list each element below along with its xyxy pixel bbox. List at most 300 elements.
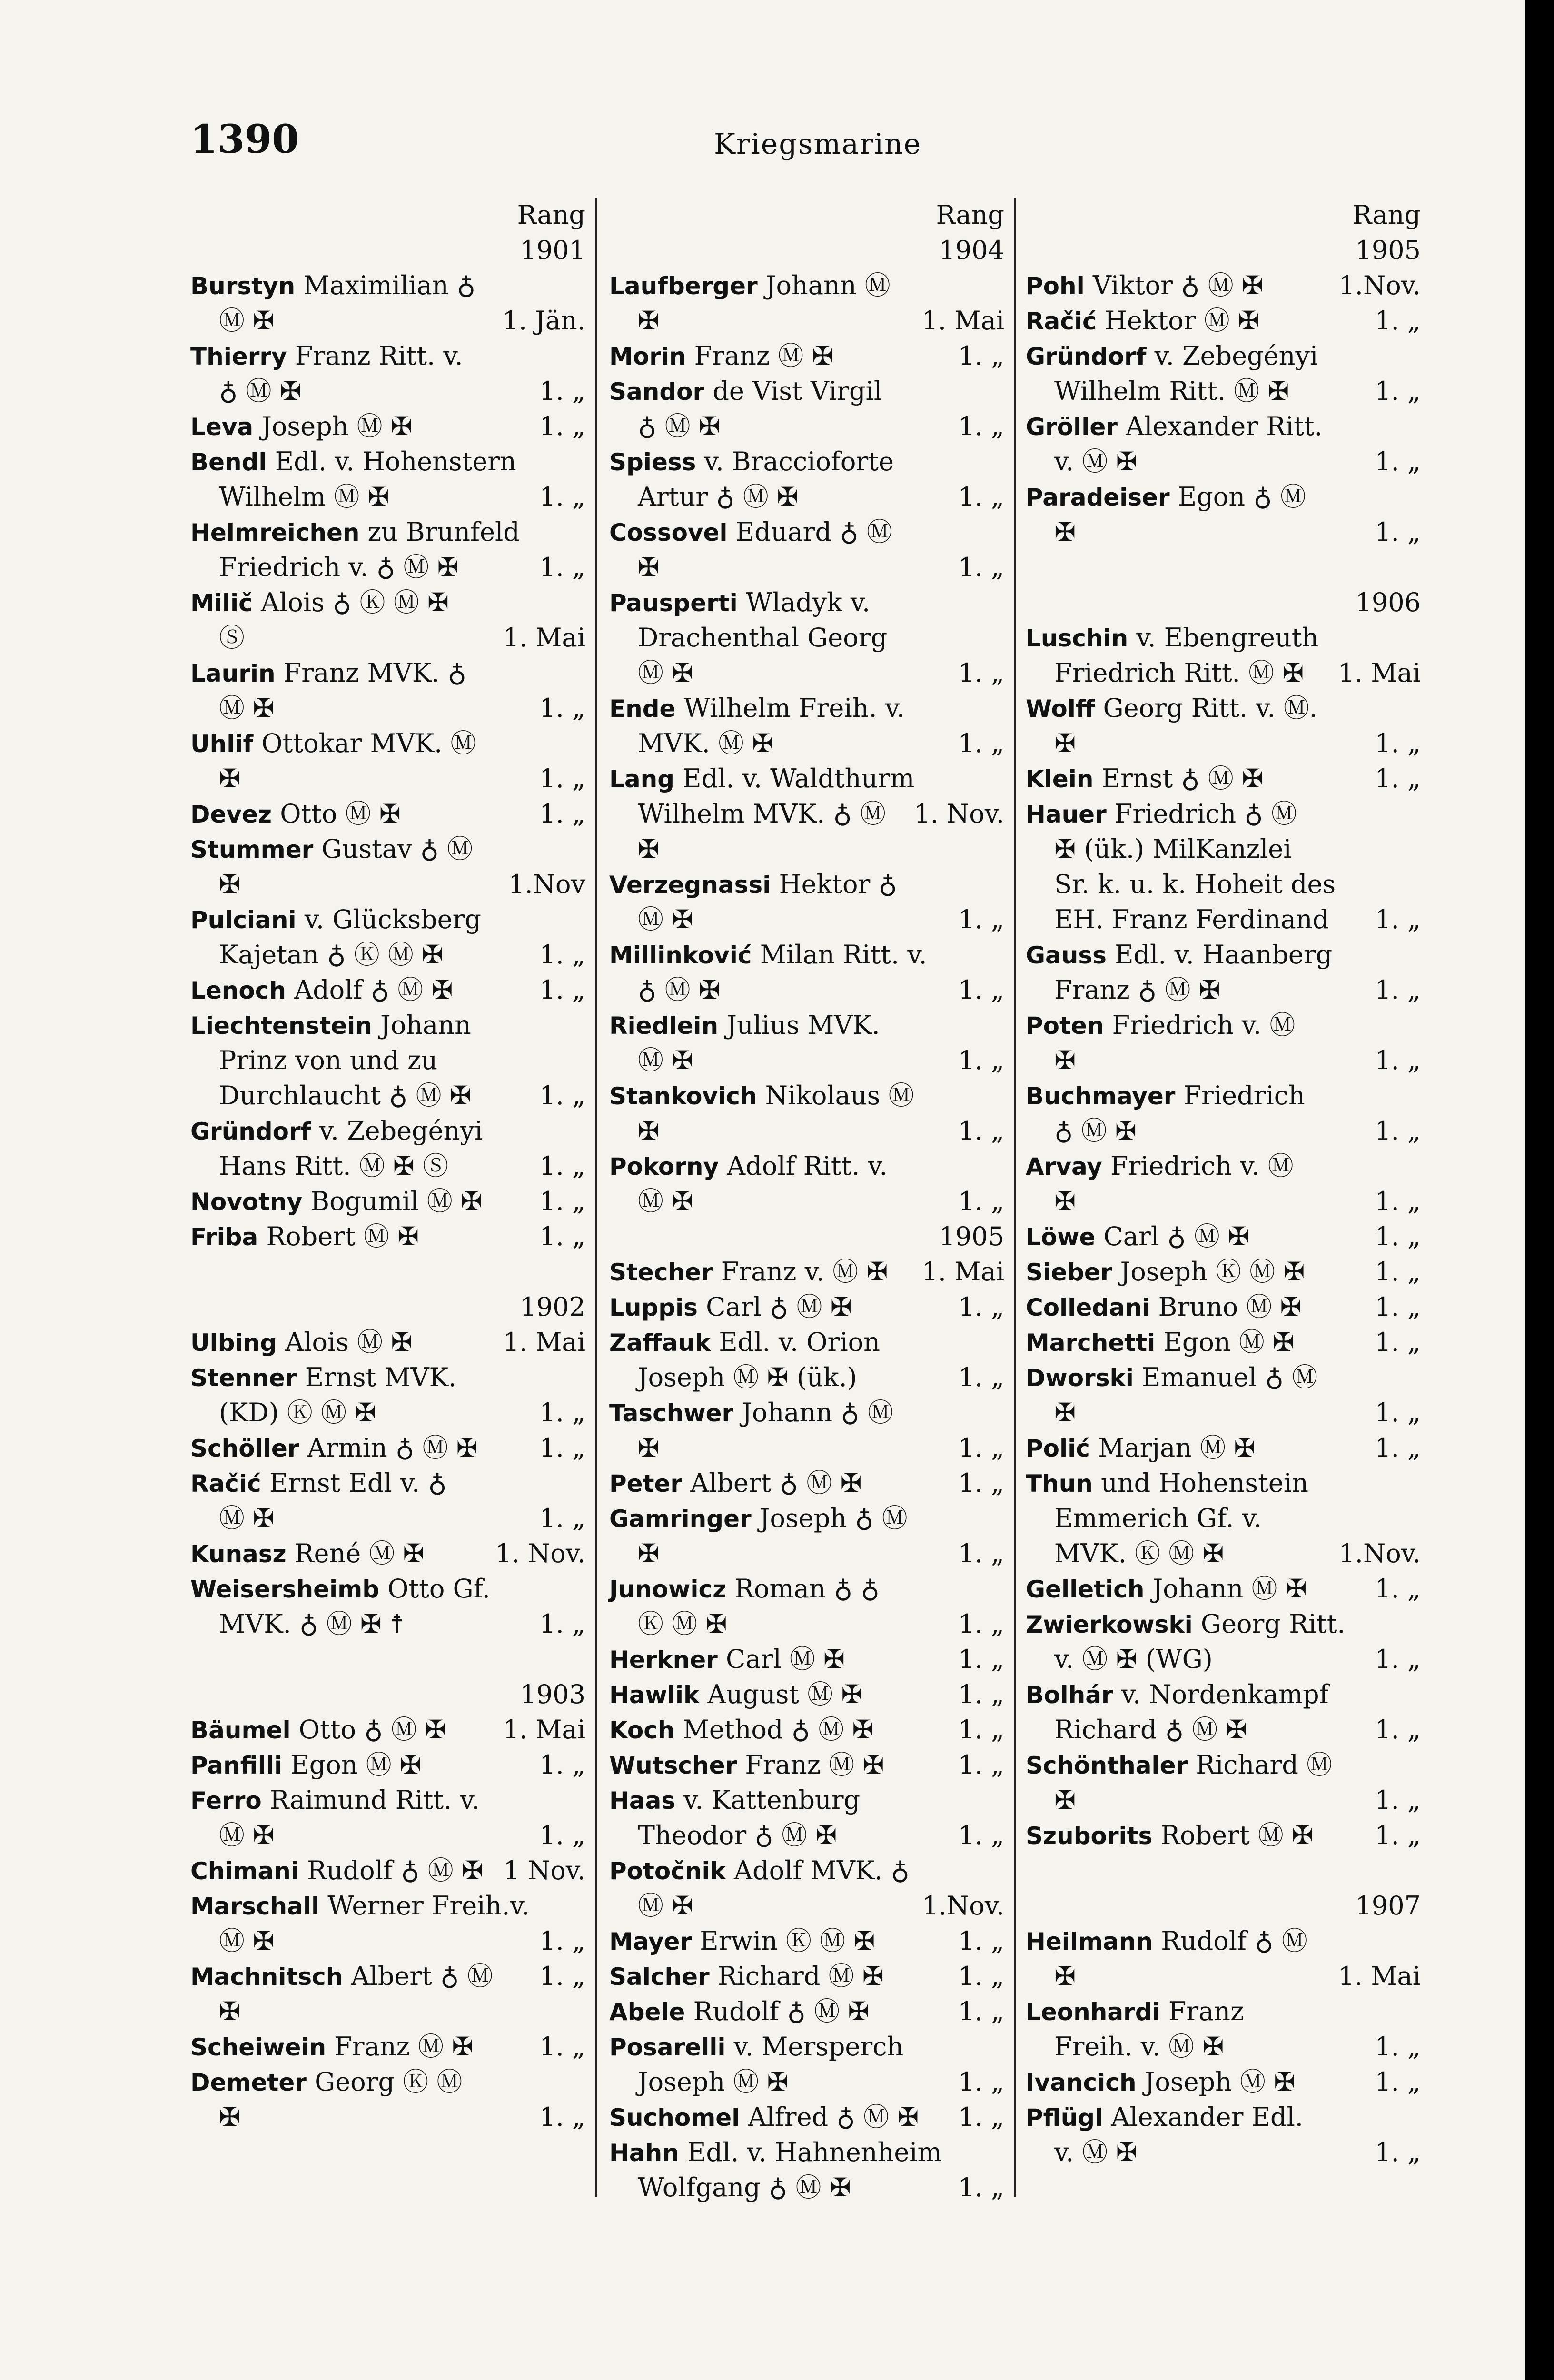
list-item — [1026, 1712, 1421, 1747]
entry-text: Wilhelm Ⓜ ✠ — [219, 482, 389, 512]
rang-date: 1. „ — [958, 411, 1004, 441]
entry-text: Friba Robert Ⓜ ✠ — [190, 1221, 419, 1251]
rang-date: 1. „ — [1375, 1257, 1421, 1287]
entry-text: Heilmann Rudolf ♁ Ⓜ — [1026, 1926, 1307, 1956]
list-item — [609, 1395, 1004, 1430]
list-item — [609, 655, 1004, 691]
list-item — [190, 1501, 585, 1536]
list-item — [1026, 1924, 1421, 1959]
list-item — [609, 1853, 1004, 1888]
list-item — [190, 2100, 585, 2135]
list-item — [1026, 867, 1421, 902]
list-item — [609, 303, 1004, 338]
entry-text: Wolfgang ♁ Ⓜ ✠ — [638, 2172, 851, 2202]
list-item — [190, 761, 585, 796]
list-item — [609, 338, 1004, 374]
rang-date: 1. „ — [539, 1186, 585, 1216]
list-item — [1026, 2135, 1421, 2170]
rang-date: 1. Mai — [503, 1327, 585, 1357]
list-item — [1026, 1818, 1421, 1853]
entry-text: Franz ♁ Ⓜ ✠ — [1054, 975, 1220, 1005]
entry-text: Machnitsch Albert ♁ Ⓜ — [190, 1961, 493, 1991]
list-item — [1026, 1466, 1421, 1501]
entry-text: Gauss Edl. v. Haanberg — [1026, 940, 1333, 970]
list-item — [609, 761, 1004, 796]
list-item — [609, 374, 1004, 409]
column-heading — [190, 1677, 585, 1712]
list-item — [190, 1747, 585, 1783]
entry-text: Ulbing Alois Ⓜ ✠ — [190, 1327, 413, 1357]
entry-text: Friedrich v. ♁ Ⓜ ✠ — [219, 552, 459, 582]
list-item — [190, 867, 585, 902]
entry-text: Hahn Edl. v. Hahnenheim — [609, 2137, 942, 2167]
entry-text: Abele Rudolf ♁ Ⓜ ✠ — [609, 1996, 870, 2026]
list-item — [609, 937, 1004, 972]
rang-date: 1. „ — [539, 1221, 585, 1251]
rang-date: 1. „ — [958, 1362, 1004, 1392]
entry-text: ✠ — [1054, 728, 1076, 758]
entry-text: Ⓜ ✠ — [638, 1891, 693, 1921]
rang-date: 1. „ — [1375, 728, 1421, 758]
rang-date: 1. „ — [958, 1750, 1004, 1780]
entry-text: Panfilli Egon Ⓜ ✠ — [190, 1750, 422, 1780]
rang-date: 1. „ — [1375, 1292, 1421, 1322]
entry-text: Pflügl Alexander Edl. — [1026, 2102, 1303, 2132]
entry-text: 1905 — [1355, 235, 1421, 265]
rang-date: 1. „ — [539, 1609, 585, 1639]
entry-text: Novotny Bogumil Ⓜ ✠ — [190, 1186, 483, 1216]
rang-date: 1. „ — [958, 1468, 1004, 1498]
list-item — [190, 1219, 585, 1254]
rang-date: 1. Mai — [921, 306, 1004, 336]
list-item — [609, 902, 1004, 937]
rang-date: 1. „ — [539, 552, 585, 582]
list-item — [190, 2064, 585, 2100]
rang-date: 1. „ — [958, 1644, 1004, 1674]
list-item — [1026, 1078, 1421, 1113]
list-item — [190, 515, 585, 550]
list-item — [190, 1395, 585, 1430]
list-item — [1026, 1959, 1421, 1994]
list-item — [609, 585, 1004, 620]
list-item — [609, 515, 1004, 550]
list-item — [1026, 2064, 1421, 2100]
entry-text: Laufberger Johann Ⓜ — [609, 270, 891, 300]
entry-text: Drachenthal Georg — [638, 623, 888, 653]
list-item — [190, 1924, 585, 1959]
entry-text: Hawlik August Ⓜ ✠ — [609, 1679, 863, 1709]
entry-text: EH. Franz Ferdinand — [1054, 904, 1329, 934]
entry-text: Helmreichen zu Brunfeld — [190, 517, 520, 547]
entry-text: ♁ Ⓜ ✠ — [1054, 1116, 1137, 1146]
entry-text: Rang — [517, 200, 585, 230]
list-item — [1026, 1571, 1421, 1606]
rang-date: 1.Nov. — [922, 1891, 1004, 1921]
list-item — [1026, 1783, 1421, 1818]
entry-text: ✠ — [1054, 1398, 1076, 1428]
entry-text: Lenoch Adolf ♁ Ⓜ ✠ — [190, 975, 453, 1005]
entry-text: Ⓜ ✠ — [219, 1820, 275, 1850]
rang-date: 1. „ — [958, 1116, 1004, 1146]
list-item — [609, 1642, 1004, 1677]
list-item — [190, 1430, 585, 1466]
page-number: 1390 — [190, 117, 299, 162]
list-item — [609, 1712, 1004, 1747]
rang-date: 1. „ — [1375, 1785, 1421, 1815]
rang-date: 1. „ — [958, 2102, 1004, 2132]
entry-text: Račić Ernst Edl v. ♁ — [190, 1468, 447, 1498]
entry-text: 1906 — [1355, 587, 1421, 617]
list-item — [1026, 972, 1421, 1008]
column-heading — [609, 233, 1004, 268]
entry-text: Millinković Milan Ritt. v. — [609, 940, 927, 970]
entry-text: ✠ — [219, 764, 241, 793]
entry-text: ✠ — [638, 1538, 660, 1568]
entry-text: Mayer Erwin Ⓚ Ⓜ ✠ — [609, 1926, 875, 1956]
entry-text: Dworski Emanuel ♁ Ⓜ — [1026, 1362, 1318, 1392]
list-item — [190, 303, 585, 338]
entry-text: Richard ♁ Ⓜ ✠ — [1054, 1715, 1247, 1745]
column-heading — [190, 233, 585, 268]
list-item — [609, 444, 1004, 479]
entry-text: Morin Franz Ⓜ ✠ — [609, 341, 833, 371]
list-item — [190, 1783, 585, 1818]
entry-text: Weisersheimb Otto Gf. — [190, 1574, 490, 1604]
entry-text: Wutscher Franz Ⓜ ✠ — [609, 1750, 884, 1780]
rang-date: 1. „ — [1375, 517, 1421, 547]
list-item — [609, 1043, 1004, 1078]
entry-text: Arvay Friedrich v. Ⓜ — [1026, 1151, 1294, 1181]
entry-text: ✠ — [638, 1116, 660, 1146]
entry-text: ✠ — [638, 834, 660, 864]
entry-text: Zwierkowski Georg Ritt. — [1026, 1609, 1346, 1639]
entry-text: Prinz von und zu — [219, 1045, 438, 1075]
entry-text: ♁ Ⓜ ✠ — [219, 376, 302, 406]
entry-text: Freih. v. Ⓜ ✠ — [1054, 2032, 1224, 2062]
rang-date: 1. „ — [539, 1433, 585, 1463]
list-item — [1026, 1994, 1421, 2029]
list-item — [1026, 1430, 1421, 1466]
rang-date: 1. „ — [1375, 306, 1421, 336]
list-item — [190, 1818, 585, 1853]
rang-date: 1. „ — [958, 1820, 1004, 1850]
list-item — [1026, 338, 1421, 374]
entry-text: Theodor ♁ Ⓜ ✠ — [638, 1820, 837, 1850]
entry-text: ✠ — [219, 1996, 241, 2026]
entry-text: Bolhár v. Nordenkampf — [1026, 1679, 1329, 1709]
list-item — [609, 796, 1004, 832]
entry-text: Thierry Franz Ritt. v. — [190, 341, 463, 371]
entry-text: Demeter Georg Ⓚ Ⓜ — [190, 2067, 463, 2097]
entry-text: ✠ — [1054, 1785, 1076, 1815]
list-item — [609, 972, 1004, 1008]
rang-date: 1. „ — [539, 2102, 585, 2132]
list-item — [1026, 1325, 1421, 1360]
list-item — [609, 1677, 1004, 1712]
list-item — [190, 550, 585, 585]
entry-text: Suchomel Alfred ♁ Ⓜ ✠ — [609, 2102, 919, 2132]
entry-text: Joseph Ⓜ ✠ (ük.) — [638, 1362, 857, 1392]
rang-date: 1. „ — [1375, 2032, 1421, 2062]
entry-text: Spiess v. Braccioforte — [609, 446, 894, 476]
list-item — [609, 1888, 1004, 1924]
rang-date: 1. „ — [958, 1292, 1004, 1322]
list-item — [190, 1149, 585, 1184]
rang-date: 1. „ — [1375, 1398, 1421, 1428]
entry-text: Uhlif Ottokar MVK. Ⓜ — [190, 728, 476, 758]
rang-date: 1. „ — [958, 904, 1004, 934]
list-item — [190, 444, 585, 479]
list-item — [609, 1466, 1004, 1501]
entry-text: Taschwer Johann ♁ Ⓜ — [609, 1398, 893, 1428]
list-item — [609, 2135, 1004, 2170]
list-item — [1026, 796, 1421, 832]
rang-date: 1. Nov. — [914, 799, 1004, 829]
column-heading — [609, 198, 1004, 233]
column-heading — [190, 198, 585, 233]
list-item — [609, 1008, 1004, 1043]
spacer — [1026, 550, 1421, 585]
rang-date: 1. Mai — [1338, 658, 1421, 688]
entry-text: Ⓜ ✠ — [219, 306, 275, 336]
entry-text: Schönthaler Richard Ⓜ — [1026, 1750, 1332, 1780]
entry-text: v. Ⓜ ✠ (WG) — [1054, 1644, 1213, 1674]
column-heading — [1026, 585, 1421, 620]
rang-date: 1. „ — [958, 552, 1004, 582]
list-item — [609, 1571, 1004, 1606]
list-item — [190, 1325, 585, 1360]
entry-text: ✠ — [1054, 1186, 1076, 1216]
list-item — [190, 620, 585, 655]
entry-text: Laurin Franz MVK. ♁ — [190, 658, 467, 688]
entry-text: Pulciani v. Glücksberg — [190, 904, 482, 934]
entry-text: Bendl Edl. v. Hohenstern — [190, 446, 516, 476]
list-item — [609, 1536, 1004, 1571]
entry-text: Ferro Raimund Ritt. v. — [190, 1785, 480, 1815]
entry-text: ♁ Ⓜ ✠ — [638, 975, 721, 1005]
list-item — [1026, 444, 1421, 479]
list-item — [1026, 1360, 1421, 1395]
list-item — [190, 1712, 585, 1747]
rang-date: 1. „ — [539, 799, 585, 829]
spacer — [190, 1642, 585, 1677]
list-item — [1026, 1184, 1421, 1219]
entry-text: Paradeiser Egon ♁ Ⓜ — [1026, 482, 1306, 512]
entry-text: Salcher Richard Ⓜ ✠ — [609, 1961, 884, 1991]
entry-text: Devez Otto Ⓜ ✠ — [190, 799, 401, 829]
entry-text: Szuborits Robert Ⓜ ✠ — [1026, 1820, 1314, 1850]
entry-text: Schöller Armin ♁ Ⓜ ✠ — [190, 1433, 478, 1463]
entry-text: Friedrich Ritt. Ⓜ ✠ — [1054, 658, 1304, 688]
list-item — [609, 1430, 1004, 1466]
rang-date: 1. „ — [958, 2067, 1004, 2097]
scan-edge — [1525, 0, 1554, 2380]
rang-date: 1. „ — [958, 2172, 1004, 2202]
entry-text: Joseph Ⓜ ✠ — [638, 2067, 789, 2097]
rang-date: 1. „ — [539, 975, 585, 1005]
rang-date: 1. „ — [958, 1679, 1004, 1709]
entry-text: Milič Alois ♁ Ⓚ Ⓜ ✠ — [190, 587, 449, 617]
rang-date: 1.Nov. — [1338, 270, 1421, 300]
entry-text: Marschall Werner Freih.v. — [190, 1891, 530, 1921]
entry-text: Wolff Georg Ritt. v. Ⓜ. — [1026, 693, 1317, 723]
column-heading — [609, 1219, 1004, 1254]
list-item — [1026, 2029, 1421, 2064]
column-divider — [1014, 198, 1016, 2197]
list-item — [190, 1571, 585, 1606]
list-item — [1026, 303, 1421, 338]
list-item — [609, 1501, 1004, 1536]
column-divider — [595, 198, 597, 2197]
entry-text: MVK. Ⓚ Ⓜ ✠ — [1054, 1538, 1224, 1568]
entry-text: ♁ Ⓜ ✠ — [638, 411, 721, 441]
rang-date: 1. Jän. — [502, 306, 585, 336]
rang-date: 1.Nov. — [1338, 1538, 1421, 1568]
list-item — [1026, 726, 1421, 761]
rang-date: 1. „ — [958, 1926, 1004, 1956]
list-item — [190, 1184, 585, 1219]
rang-date: 1. „ — [1375, 376, 1421, 406]
column-heading — [1026, 198, 1421, 233]
entry-text: Rang — [1352, 200, 1421, 230]
list-item — [1026, 479, 1421, 515]
entry-text: ✠ (ük.) MilKanzlei — [1054, 834, 1292, 864]
entry-text: Gelletich Johann Ⓜ ✠ — [1026, 1574, 1307, 1604]
rang-date: 1. „ — [1375, 1820, 1421, 1850]
entry-text: Scheiwein Franz Ⓜ ✠ — [190, 2032, 474, 2062]
list-item — [1026, 1254, 1421, 1289]
entry-text: (KD) Ⓚ Ⓜ ✠ — [219, 1398, 376, 1428]
entry-text: Pohl Viktor ♁ Ⓜ ✠ — [1026, 270, 1264, 300]
rang-date: 1. „ — [539, 376, 585, 406]
entry-text: Bäumel Otto ♁ Ⓜ ✠ — [190, 1715, 447, 1745]
list-item — [609, 550, 1004, 585]
list-item — [609, 1959, 1004, 1994]
entry-text: Marchetti Egon Ⓜ ✠ — [1026, 1327, 1295, 1357]
entry-text: MVK. Ⓜ ✠ — [638, 728, 774, 758]
rang-date: 1. „ — [1375, 1116, 1421, 1146]
list-item — [1026, 1113, 1421, 1149]
entry-text: ✠ — [1054, 1961, 1076, 1991]
entry-text: Leva Joseph Ⓜ ✠ — [190, 411, 413, 441]
list-item — [1026, 268, 1421, 303]
entry-text: Ⓜ ✠ — [638, 904, 693, 934]
list-item — [190, 726, 585, 761]
list-item — [1026, 761, 1421, 796]
list-item — [1026, 374, 1421, 409]
entry-text: Sr. k. u. k. Hoheit des — [1054, 869, 1336, 899]
list-item — [1026, 1642, 1421, 1677]
entry-text: Ⓢ — [219, 623, 245, 653]
rang-date: 1. „ — [539, 693, 585, 723]
entry-text: ✠ — [638, 306, 660, 336]
rang-date: 1. „ — [539, 1398, 585, 1428]
entry-text: Buchmayer Friedrich — [1026, 1081, 1305, 1111]
rang-date: 1. „ — [1375, 1644, 1421, 1674]
list-item — [190, 585, 585, 620]
entry-text: Herkner Carl Ⓜ ✠ — [609, 1644, 845, 1674]
list-item — [609, 1747, 1004, 1783]
rang-date: 1. „ — [958, 482, 1004, 512]
rang-date: 1. Mai — [503, 623, 585, 653]
entry-text: Thun und Hohenstein — [1026, 1468, 1308, 1498]
list-item — [190, 796, 585, 832]
entry-text: Posarelli v. Mersperch — [609, 2032, 904, 2062]
rang-date: 1.Nov — [508, 869, 585, 899]
entry-text: Wilhelm MVK. ♁ Ⓜ — [638, 799, 886, 829]
entry-text: 1905 — [939, 1221, 1004, 1251]
list-item — [609, 620, 1004, 655]
entry-text: ✠ — [638, 552, 660, 582]
entry-text: Pausperti Wladyk v. — [609, 587, 871, 617]
rang-date: 1. „ — [539, 764, 585, 793]
list-item — [609, 691, 1004, 726]
entry-text: Zaffauk Edl. v. Orion — [609, 1327, 880, 1357]
list-item — [1026, 515, 1421, 550]
list-item — [1026, 1606, 1421, 1642]
rang-date: 1. „ — [1375, 764, 1421, 793]
entry-text: Cossovel Eduard ♁ Ⓜ — [609, 517, 892, 547]
list-item — [1026, 655, 1421, 691]
list-item — [609, 1149, 1004, 1184]
list-item — [609, 2170, 1004, 2205]
rang-date: 1. „ — [958, 1538, 1004, 1568]
list-item — [609, 1078, 1004, 1113]
list-item — [1026, 1043, 1421, 1078]
entry-text: Račić Hektor Ⓜ ✠ — [1026, 306, 1260, 336]
list-item — [1026, 1395, 1421, 1430]
entry-text: Pokorny Adolf Ritt. v. — [609, 1151, 888, 1181]
list-item — [609, 1254, 1004, 1289]
list-item — [609, 1994, 1004, 2029]
entry-text: Leonhardi Franz — [1026, 1996, 1244, 2026]
list-item — [609, 1289, 1004, 1325]
list-item — [190, 1959, 585, 1994]
rang-date: 1. „ — [539, 1961, 585, 1991]
entry-text: Gamringer Joseph ♁ Ⓜ — [609, 1503, 908, 1533]
list-item — [190, 937, 585, 972]
rang-date: 1. „ — [1375, 1045, 1421, 1075]
rang-date: 1. Mai — [921, 1257, 1004, 1287]
entry-text: Hauer Friedrich ♁ Ⓜ — [1026, 799, 1297, 829]
rang-date: 1. „ — [1375, 1433, 1421, 1463]
rang-date: 1. „ — [1375, 904, 1421, 934]
list-item — [609, 867, 1004, 902]
list-item — [1026, 1219, 1421, 1254]
entry-text: Emmerich Gf. v. — [1054, 1503, 1262, 1533]
list-item — [609, 2100, 1004, 2135]
entry-text: Durchlaucht ♁ Ⓜ ✠ — [219, 1081, 472, 1111]
rang-date: 1. „ — [958, 1433, 1004, 1463]
list-item — [190, 1078, 585, 1113]
entry-text: Burstyn Maximilian ♁ — [190, 270, 476, 300]
entry-text: ✠ — [1054, 517, 1076, 547]
list-item — [609, 2029, 1004, 2064]
list-item — [1026, 409, 1421, 444]
entry-text: Liechtenstein Johann — [190, 1010, 471, 1040]
rang-date: 1. „ — [958, 1961, 1004, 1991]
list-item — [609, 1924, 1004, 1959]
rang-date: 1. „ — [958, 728, 1004, 758]
list-item — [1026, 1677, 1421, 1712]
list-item — [190, 832, 585, 867]
list-item — [1026, 691, 1421, 726]
list-item — [609, 726, 1004, 761]
list-item — [1026, 1289, 1421, 1325]
entry-text: v. Ⓜ ✠ — [1054, 446, 1138, 476]
entry-text: 1902 — [520, 1292, 585, 1322]
rang-date: 1. „ — [1375, 975, 1421, 1005]
